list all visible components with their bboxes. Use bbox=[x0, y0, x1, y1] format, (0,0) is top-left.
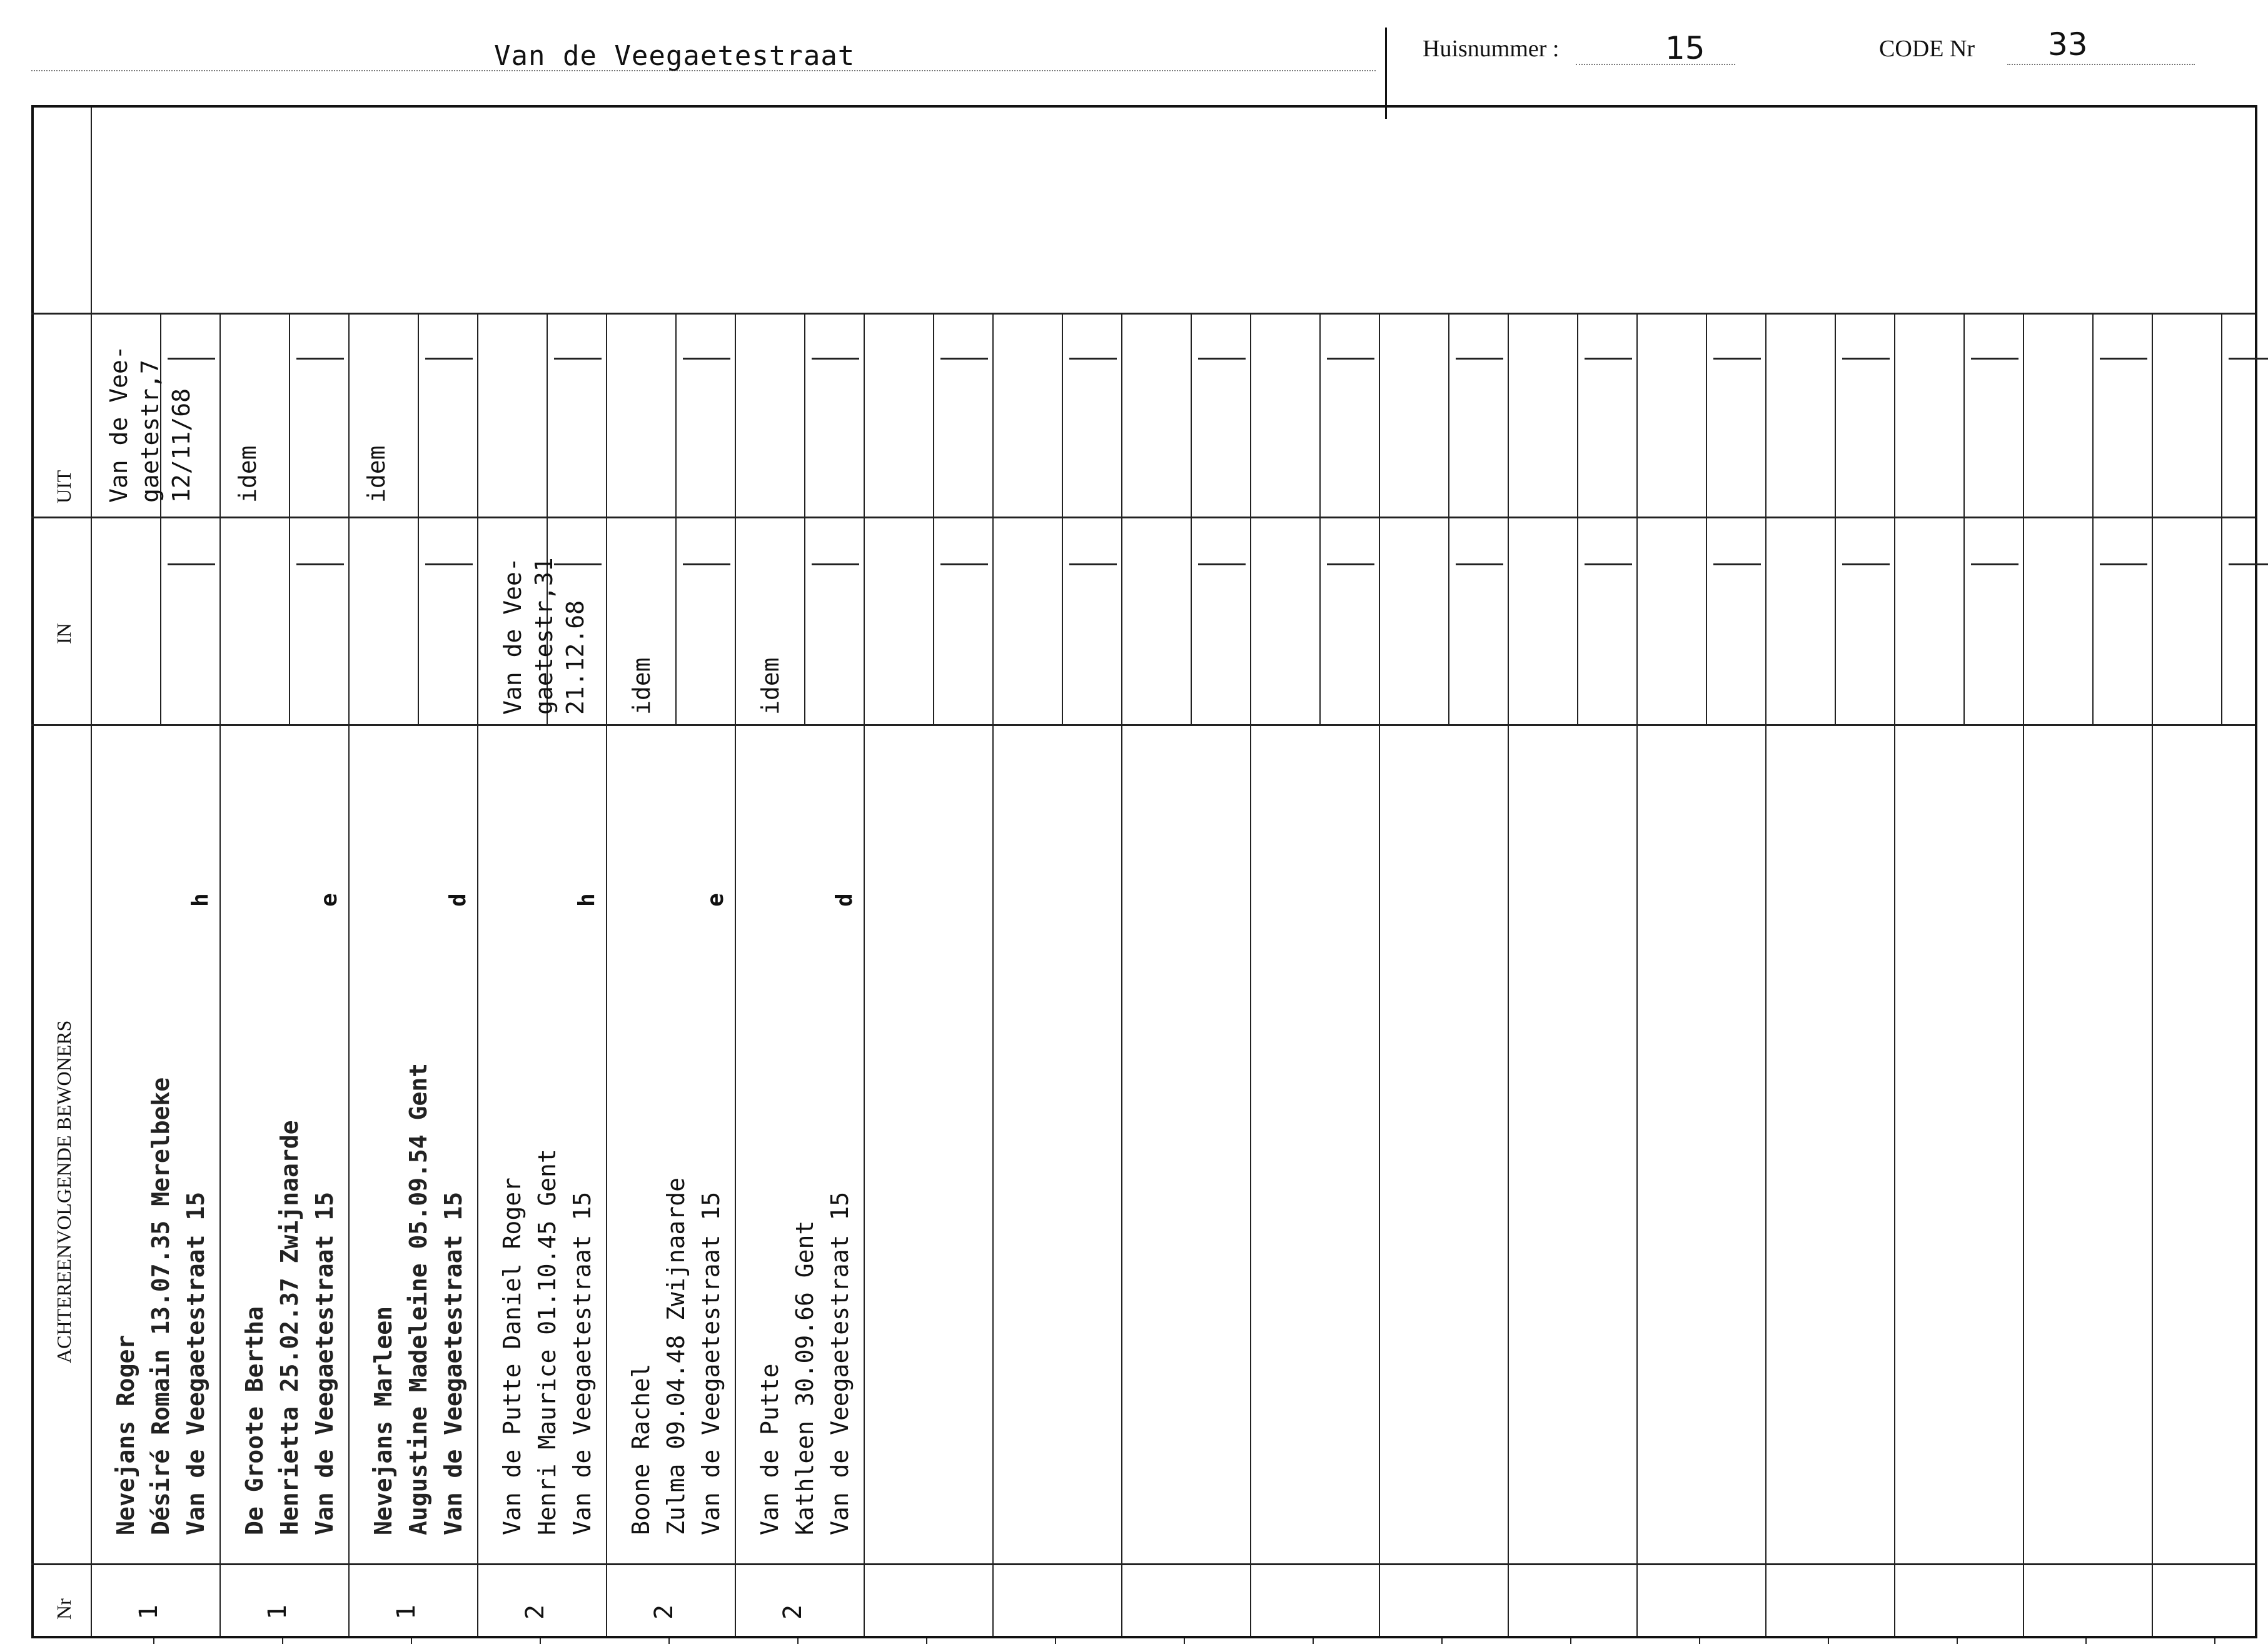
empty-dash bbox=[1069, 563, 1117, 565]
half-divider bbox=[675, 517, 677, 724]
empty-dash bbox=[812, 563, 859, 565]
empty-dash bbox=[1069, 358, 1117, 360]
gender-marker: e bbox=[316, 893, 342, 907]
column-divider bbox=[2152, 313, 2153, 1636]
bottom-tick bbox=[668, 1638, 670, 1644]
resident-entry-line: Henri Maurice 01.10.45 Gent bbox=[533, 1149, 561, 1535]
resident-entry bbox=[237, 1121, 342, 1535]
in-entry bbox=[497, 557, 591, 715]
resident-entry-line: Van de Veegaetestraat 15 bbox=[697, 1191, 725, 1535]
in-entry-line: idem bbox=[628, 657, 655, 715]
half-divider bbox=[1191, 313, 1192, 517]
header bbox=[0, 13, 2268, 106]
empty-dash bbox=[1327, 563, 1374, 565]
half-divider bbox=[1448, 313, 1449, 517]
gender-marker: d bbox=[832, 893, 857, 907]
half-divider bbox=[1062, 517, 1063, 724]
entry-number: 1 bbox=[134, 1604, 163, 1620]
entry-number: 2 bbox=[521, 1604, 550, 1620]
uit-entry bbox=[103, 345, 197, 503]
bottom-tick bbox=[153, 1638, 154, 1644]
register-table bbox=[31, 105, 2257, 1638]
empty-dash bbox=[168, 563, 215, 565]
empty-dash bbox=[940, 563, 988, 565]
empty-dash bbox=[2100, 358, 2147, 360]
gender-marker: e bbox=[703, 893, 728, 907]
half-divider bbox=[2221, 517, 2222, 724]
column-divider bbox=[1636, 313, 1638, 1636]
entry-number: 1 bbox=[263, 1604, 292, 1620]
empty-dash bbox=[1713, 358, 1761, 360]
empty-dash bbox=[1585, 358, 1632, 360]
uit-entry-line: idem bbox=[363, 445, 390, 503]
empty-dash bbox=[683, 358, 730, 360]
code-dotted-line bbox=[2007, 64, 2195, 65]
resident-entry bbox=[495, 1149, 600, 1535]
uit-entry bbox=[361, 445, 392, 503]
half-divider bbox=[418, 517, 419, 724]
bottom-tick bbox=[1828, 1638, 1829, 1644]
column-divider bbox=[1121, 313, 1122, 1636]
bottom-tick bbox=[1055, 1638, 1056, 1644]
column-divider bbox=[1508, 313, 1509, 1636]
empty-dash bbox=[1198, 358, 1246, 360]
resident-entry-line: Boone Rachel bbox=[627, 1363, 655, 1535]
huisnummer-dotted-line bbox=[1576, 64, 1735, 65]
bottom-tick bbox=[282, 1638, 283, 1644]
entry-number: 1 bbox=[392, 1604, 421, 1620]
half-divider bbox=[289, 313, 290, 517]
column-divider bbox=[1250, 313, 1251, 1636]
resident-entry-line: Nevejans Roger bbox=[112, 1334, 139, 1535]
resident-entry-line: Zulma 09.04.48 Zwijnaarde bbox=[662, 1178, 690, 1535]
half-divider bbox=[1319, 517, 1321, 724]
column-divider bbox=[1379, 313, 1380, 1636]
half-divider bbox=[1448, 517, 1449, 724]
column-divider bbox=[2023, 313, 2024, 1636]
half-divider bbox=[1706, 517, 1707, 724]
half-divider bbox=[2221, 313, 2222, 517]
half-divider bbox=[289, 517, 290, 724]
empty-dash bbox=[2229, 358, 2268, 360]
half-divider bbox=[1191, 517, 1192, 724]
column-divider bbox=[477, 313, 478, 1636]
bottom-tick bbox=[411, 1638, 412, 1644]
half-divider bbox=[1835, 517, 1836, 724]
empty-dash bbox=[1842, 563, 1890, 565]
resident-entry-line: Van de Veegaetestraat 15 bbox=[826, 1191, 854, 1535]
resident-entry-line: Nevejans Marleen bbox=[370, 1306, 397, 1535]
resident-entry-line: Van de Veegaetestraat 15 bbox=[568, 1191, 596, 1535]
row-label-bewoners: ACHTEREENVOLGENDE BEWONERS bbox=[53, 1020, 75, 1363]
resident-entry-line: Van de Veegaetestraat 15 bbox=[182, 1191, 209, 1535]
empty-dash bbox=[2100, 563, 2147, 565]
row-divider bbox=[31, 1563, 2255, 1565]
resident-entry-line: Henrietta 25.02.37 Zwijnaarde bbox=[276, 1120, 303, 1535]
gender-marker: h bbox=[574, 893, 600, 907]
empty-dash bbox=[1842, 358, 1890, 360]
in-entry-line: Van de Vee- bbox=[499, 557, 527, 715]
uit-entry-line: idem bbox=[234, 445, 261, 503]
row-divider bbox=[31, 313, 2255, 315]
label-column-divider bbox=[91, 108, 92, 1636]
column-divider bbox=[1894, 313, 1895, 1636]
half-divider bbox=[2092, 313, 2094, 517]
row-label-nr: Nr bbox=[53, 1598, 75, 1620]
resident-entry-line: Van de Putte bbox=[756, 1363, 784, 1535]
empty-dash bbox=[1198, 563, 1246, 565]
half-divider bbox=[547, 313, 548, 517]
empty-dash bbox=[425, 358, 473, 360]
uit-entry-line: 12/11/68 bbox=[168, 388, 195, 503]
bottom-tick bbox=[797, 1638, 799, 1644]
bottom-tick bbox=[2085, 1638, 2087, 1644]
entry-number: 2 bbox=[650, 1604, 678, 1620]
half-divider bbox=[1319, 313, 1321, 517]
half-divider bbox=[933, 517, 934, 724]
half-divider bbox=[804, 517, 805, 724]
resident-entry-line: Désiré Romain 13.07.35 Merelbeke bbox=[147, 1077, 174, 1535]
uit-entry-line: Van de Vee- bbox=[105, 345, 133, 503]
resident-entry bbox=[108, 1077, 213, 1535]
resident-entry-line: Augustine Madeleine 05.09.54 Gent bbox=[405, 1063, 432, 1535]
bottom-tick bbox=[1441, 1638, 1443, 1644]
resident-entry bbox=[366, 1063, 471, 1535]
empty-dash bbox=[1971, 563, 2019, 565]
bottom-tick bbox=[1184, 1638, 1185, 1644]
empty-dash bbox=[1971, 358, 2019, 360]
empty-dash bbox=[296, 358, 344, 360]
column-divider bbox=[992, 313, 994, 1636]
column-divider bbox=[735, 313, 736, 1636]
huisnummer-label: Huisnummer : bbox=[1423, 36, 1560, 62]
resident-entry-line: Kathleen 30.09.66 Gent bbox=[791, 1220, 819, 1535]
street-name: Van de Veegaetestraat bbox=[494, 40, 855, 72]
entry-number: 2 bbox=[779, 1604, 807, 1620]
bottom-tick bbox=[1957, 1638, 1958, 1644]
column-divider bbox=[219, 313, 221, 1636]
code-value: 33 bbox=[2048, 26, 2088, 63]
half-divider bbox=[1963, 517, 1965, 724]
bottom-tick bbox=[1313, 1638, 1314, 1644]
bottom-tick bbox=[540, 1638, 541, 1644]
bottom-tick bbox=[1570, 1638, 1571, 1644]
column-divider bbox=[348, 313, 350, 1636]
uit-entry bbox=[232, 445, 263, 503]
bottom-tick bbox=[1699, 1638, 1700, 1644]
empty-dash bbox=[1456, 358, 1503, 360]
row-label-uit: UIT bbox=[53, 470, 75, 503]
row-label-in: IN bbox=[53, 623, 75, 644]
half-divider bbox=[933, 313, 934, 517]
empty-dash bbox=[2229, 563, 2268, 565]
bottom-tick bbox=[2214, 1638, 2215, 1644]
code-label: CODE Nr bbox=[1879, 36, 1975, 62]
empty-dash bbox=[1327, 358, 1374, 360]
empty-dash bbox=[812, 358, 859, 360]
half-divider bbox=[1577, 517, 1578, 724]
empty-dash bbox=[683, 563, 730, 565]
in-entry-line: 21.12.68 bbox=[562, 600, 589, 715]
resident-entry-line: Van de Veegaetestraat 15 bbox=[440, 1191, 467, 1535]
empty-dash bbox=[940, 358, 988, 360]
half-divider bbox=[160, 517, 161, 724]
column-divider bbox=[864, 313, 865, 1636]
half-divider bbox=[1835, 313, 1836, 517]
resident-entry-line: Van de Putte Daniel Roger bbox=[498, 1178, 526, 1535]
resident-entry bbox=[623, 1178, 728, 1535]
empty-dash bbox=[1585, 563, 1632, 565]
half-divider bbox=[1706, 313, 1707, 517]
half-divider bbox=[1062, 313, 1063, 517]
uit-entry-line: gaetestr,7 bbox=[136, 360, 164, 503]
column-divider bbox=[1765, 313, 1767, 1636]
in-entry-line: idem bbox=[757, 657, 784, 715]
empty-dash bbox=[296, 563, 344, 565]
in-entry bbox=[755, 657, 786, 715]
row-divider bbox=[31, 724, 2255, 726]
bottom-tick bbox=[926, 1638, 927, 1644]
half-divider bbox=[804, 313, 805, 517]
resident-entry bbox=[752, 1192, 857, 1535]
row-divider bbox=[31, 517, 2255, 518]
half-divider bbox=[675, 313, 677, 517]
half-divider bbox=[1577, 313, 1578, 517]
huisnummer-value: 15 bbox=[1665, 30, 1705, 66]
in-entry bbox=[626, 657, 657, 715]
empty-dash bbox=[425, 563, 473, 565]
in-entry-line: gaetestr,31 bbox=[530, 557, 558, 715]
column-divider bbox=[606, 313, 607, 1636]
gender-marker: d bbox=[445, 893, 471, 907]
half-divider bbox=[418, 313, 419, 517]
empty-dash bbox=[554, 358, 602, 360]
resident-entry-line: De Groote Bertha bbox=[241, 1306, 268, 1535]
half-divider bbox=[1963, 313, 1965, 517]
empty-dash bbox=[1713, 563, 1761, 565]
gender-marker: h bbox=[188, 893, 213, 907]
empty-dash bbox=[1456, 563, 1503, 565]
resident-entry-line: Van de Veegaetestraat 15 bbox=[311, 1191, 338, 1535]
half-divider bbox=[2092, 517, 2094, 724]
